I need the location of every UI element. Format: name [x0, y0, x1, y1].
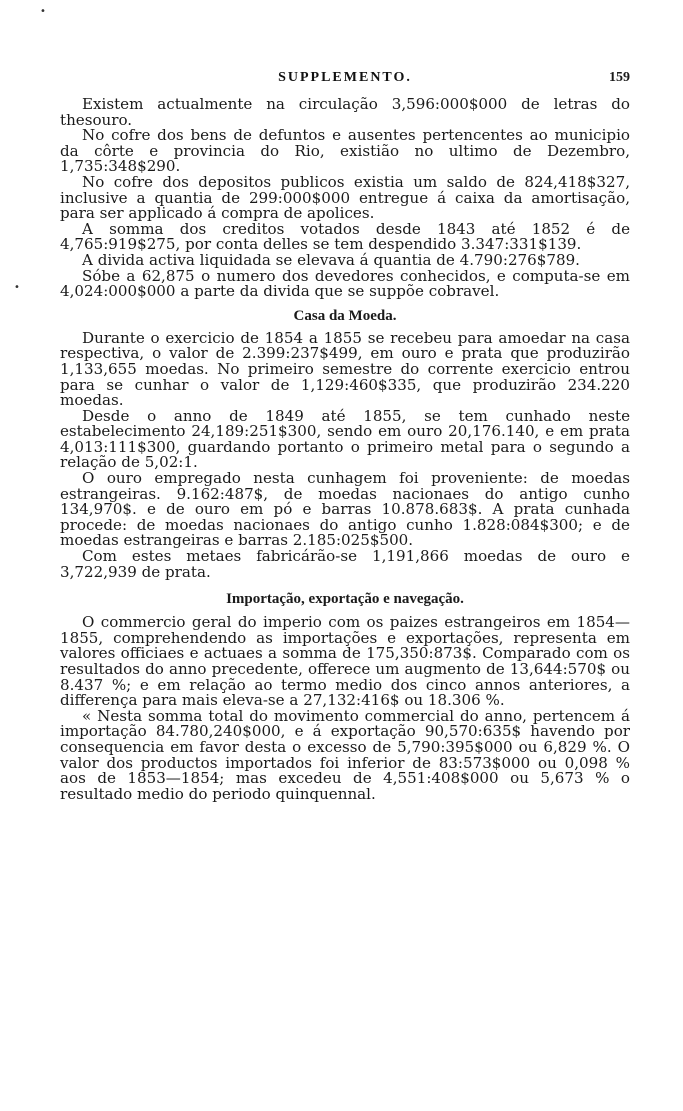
page-header [60, 70, 630, 92]
paragraph-depositos-publicos: No cofre dos depositos publicos existia um saldo de 824,418$327, inclusive a quantia de 299:000$000 entregue á caixa da amortisação, para ser applicado á compra de apolices. [60, 172, 630, 223]
paragraph-bens-defuntos: No cofre dos bens de defuntos e ausentes pertencentes ao municipio da côrte e provincia do Rio, existião no ultimo de Dezembro, 1,735:348$290. [60, 126, 630, 176]
paragraph-ouro-empregado: O ouro empregado nesta cunhagem foi proveniente: de moedas estrangeiras. 9.162:487$, de moedas nacionaes do antigo cunho 134,970$. e de ouro em pó e barras 10.878.683$. A prata cunhada procede: de moedas nacionaes do antigo cunho 1.828:084$300; e de moedas estrangeiras e barras 2.185:025$500. [60, 469, 630, 550]
margin-ink-dot: • [14, 282, 20, 293]
section-title-casa-da-moeda: Casa da Moeda. [293, 307, 397, 324]
running-title: SUPPLEMENTO. [278, 70, 412, 85]
paragraph-exercicio-1854: Durante o exercicio de 1854 a 1855 se recebeu para amoedar na casa respectiva, o valor de 2.399:237$499, em ouro e prata que produzirão 1,133,655 moedas. No primeiro semestre do corrente exercicio entrou para se cunhar o valor de 1,129:460$335, que produzirão 234.220 moedas. [60, 328, 630, 410]
paragraph-movimento-commercial: « Nesta somma total do movimento commercial do anno, pertencem á importação 84.780,240$000, e á exportação 90,570:635$ havendo por consequencia em favor desta o excesso de 5,790:395$000 ou 6,829 %. O valor dos productos importados foi inferior de 83:573$000 ou 0,098 % aos de 1853—1854; mas excedeu de 4,551:408$000 ou 5,673 % o resultado medio do periodo quinquennal. [60, 706, 630, 803]
paragraph-moedas-fabricadas: Com estes metaes fabricárão-se 1,191,866 moedas de ouro e 3,722,939 de prata. [60, 547, 630, 581]
paragraph-cunhagem-1849-1855: Desde o anno de 1849 até 1855, se tem cunhado neste estabelecimento 24,189:251$300, sendo em ouro 20,176.140, e em prata 4,013:111$300, guardando portanto o primeiro metal para o segundo a relação de 5,02:1. [60, 406, 630, 472]
page-body [60, 97, 630, 802]
paragraph-commercio-geral: O commercio geral do imperio com os paizes estrangeiros em 1854—1855, comprehendendo as importações e exportações, representa em valores officiaes e actuaes a somma de 175,350:873$. Comparado com os resultados do anno precedente, offerece um augmento de 13,644:570$ ou 8.437 %; e em relação ao termo medio dos cinco annos anteriores, a differença para mais eleva-se a 27,132:416$ ou 18.306 %. [60, 613, 630, 710]
paragraph-letras-thesouro: Existem actualmente na circulação 3,596:000$000 de letras do thesouro. [60, 95, 630, 129]
paragraph-divida-activa: A divida activa liquidada se elevava á quantia de 4.790:276$789. [82, 250, 580, 269]
top-ink-dot: • [40, 6, 46, 17]
paragraph-devedores: Sóbe a 62,875 o numero dos devedores conhecidos, e computa-se em 4,024:000$000 a parte da divida que se suppõe cobravel. [60, 266, 630, 301]
paragraph-creditos-votados: A somma dos creditos votados desde 1843 até 1852 é de 4,765:919$275, por conta delles se tem despendido 3.347:331$139. [60, 219, 630, 254]
section-title-importacao: Importação, exportação e navegação. [226, 591, 464, 608]
page-number: 159 [609, 70, 630, 85]
